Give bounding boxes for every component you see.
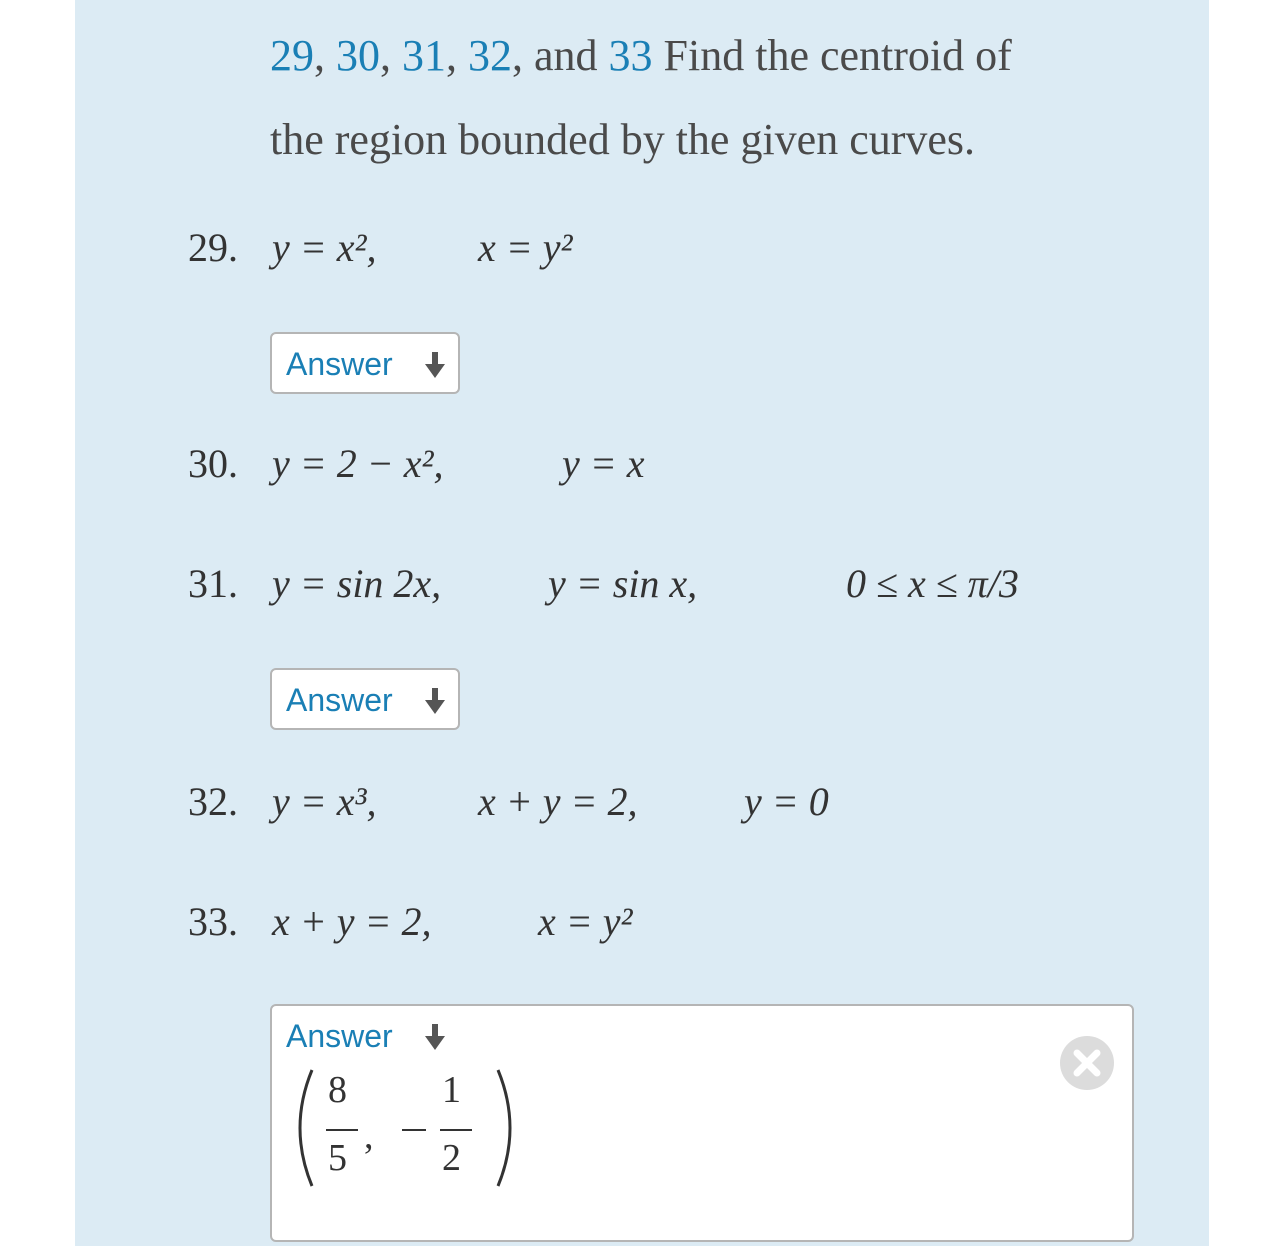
right-paren bbox=[498, 1070, 510, 1186]
problem-number: 29. bbox=[188, 225, 238, 270]
problem-ref-30[interactable]: 30 bbox=[336, 31, 380, 80]
equation-1: y = 2 − x², bbox=[272, 441, 444, 486]
x-numerator: 8 bbox=[328, 1069, 347, 1111]
problem-ref-33[interactable]: 33 bbox=[608, 31, 653, 80]
answer-panel-33 bbox=[270, 1004, 1134, 1242]
equation-2: x = y² bbox=[478, 225, 573, 270]
arrow-down-icon bbox=[425, 352, 445, 378]
equation-1: y = sin 2x, bbox=[272, 561, 442, 606]
comma: , bbox=[364, 1115, 374, 1157]
equation-2: y = x bbox=[562, 441, 645, 486]
problem-ref-32[interactable]: 32 bbox=[468, 31, 512, 80]
answer-label[interactable]: Answer bbox=[286, 1018, 393, 1054]
equation-1: y = x³, bbox=[272, 779, 377, 824]
interval: 0 ≤ x ≤ π/3 bbox=[846, 561, 1019, 606]
equation-2: x = y² bbox=[538, 899, 633, 944]
equation-3: y = 0 bbox=[744, 779, 829, 824]
equation-2: x + y = 2, bbox=[478, 779, 638, 824]
answer-button-29[interactable] bbox=[270, 332, 460, 394]
close-button[interactable] bbox=[1060, 1036, 1114, 1090]
problem-number: 32. bbox=[188, 779, 238, 824]
answer-math bbox=[290, 1064, 530, 1194]
problem-ref-29[interactable]: 29 bbox=[270, 31, 314, 80]
problem-ref-31[interactable]: 31 bbox=[402, 31, 446, 80]
answer-label: Answer bbox=[286, 346, 393, 382]
y-denominator: 2 bbox=[442, 1137, 461, 1179]
answer-label: Answer bbox=[286, 682, 393, 718]
x-denominator: 5 bbox=[328, 1137, 347, 1179]
problem-number: 30. bbox=[188, 441, 238, 486]
equation-1: y = x², bbox=[272, 225, 377, 270]
left-paren bbox=[300, 1070, 312, 1186]
equation-1: x + y = 2, bbox=[272, 899, 432, 944]
arrow-down-icon bbox=[425, 688, 445, 714]
answer-button-31[interactable] bbox=[270, 668, 460, 730]
equation-2: y = sin x, bbox=[548, 561, 698, 606]
instruction-text-1: Find the centroid of bbox=[652, 31, 1012, 80]
problem-number: 31. bbox=[188, 561, 238, 606]
close-icon bbox=[1060, 1036, 1114, 1090]
arrow-down-icon bbox=[425, 1024, 445, 1050]
instruction-text-2: the region bounded by the given curves. bbox=[270, 115, 976, 164]
problem-number: 33. bbox=[188, 899, 238, 944]
exercise-instructions: 29, 30, 31, 32, and 33 Find the centroid of the region bounded by the given curves. bbox=[270, 14, 1170, 182]
y-numerator: 1 bbox=[442, 1069, 461, 1111]
